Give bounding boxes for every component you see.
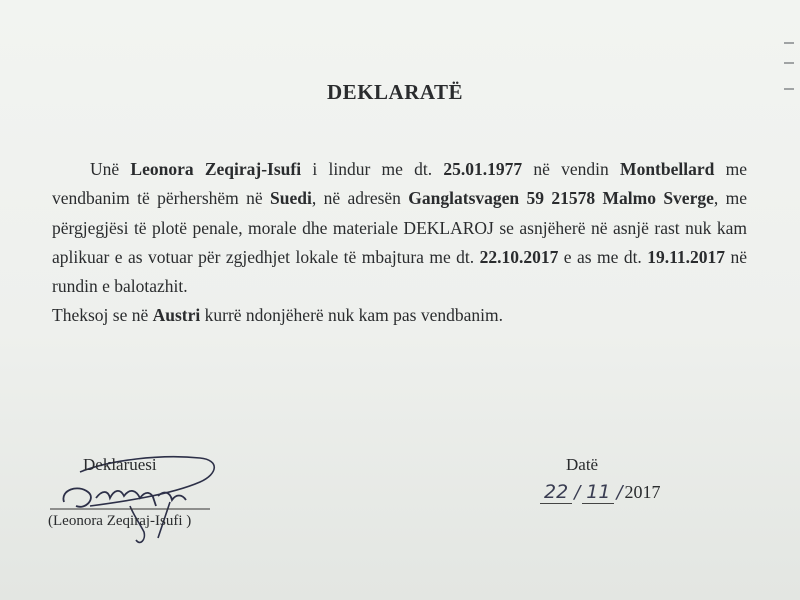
bold-text-run: 25.01.1977 [443,159,523,179]
text-run: në rundin e balotazhit. [52,246,747,297]
declaration-body [52,155,747,331]
text-run: , me përgjegjësi të plotë penale, morale dhe materiale DEKLAROJ se asnjëherë në asnjë rast nuk kam aplikuar e as votuar për zgjedhjet lokale të mbajtura me dt. [52,188,747,267]
date-day: 22 [540,481,572,504]
text-run: kurrë ndonjëherë nuk kam pas vendbanim. [200,305,504,326]
date-month: 11 [582,481,614,504]
text-run: Theksoj se në [52,305,153,326]
bold-text-run: Montbellard [620,159,715,179]
text-run: në vendin [522,159,621,179]
bold-text-run: Suedi [270,188,312,209]
text-run: me vendbanim të përhershëm në [52,159,747,209]
edge-mark [784,62,794,64]
paragraph-declaration [52,155,747,301]
date-label: Datë [566,455,599,474]
text-run: i lindur me dt. [301,159,444,179]
bold-text-run: 22.10.2017 [479,246,559,267]
bold-text-run: 19.11.2017 [647,246,726,267]
date-separator: / [574,482,581,503]
bold-text-run: Leonora Zeqiraj-Isufi [130,159,302,179]
bold-text-run: Ganglatsvagen 59 21578 Malmo Sverge [408,188,714,209]
text-run: e as me dt. [558,246,648,267]
date-field [540,481,661,504]
bold-text-run: Austri [152,305,201,326]
declarant-name: (Leonora Zeqiraj-Isufi ) [48,513,192,529]
paragraph-note [52,301,747,330]
declarant-label: Deklaruesi [83,455,157,474]
date-year: 2017 [624,482,661,502]
text-run: , në adresën [311,188,409,209]
date-separator: / [616,482,623,503]
document-title: DEKLARATË [327,80,463,104]
text-run: Unë [90,159,131,179]
edge-mark [784,42,794,44]
